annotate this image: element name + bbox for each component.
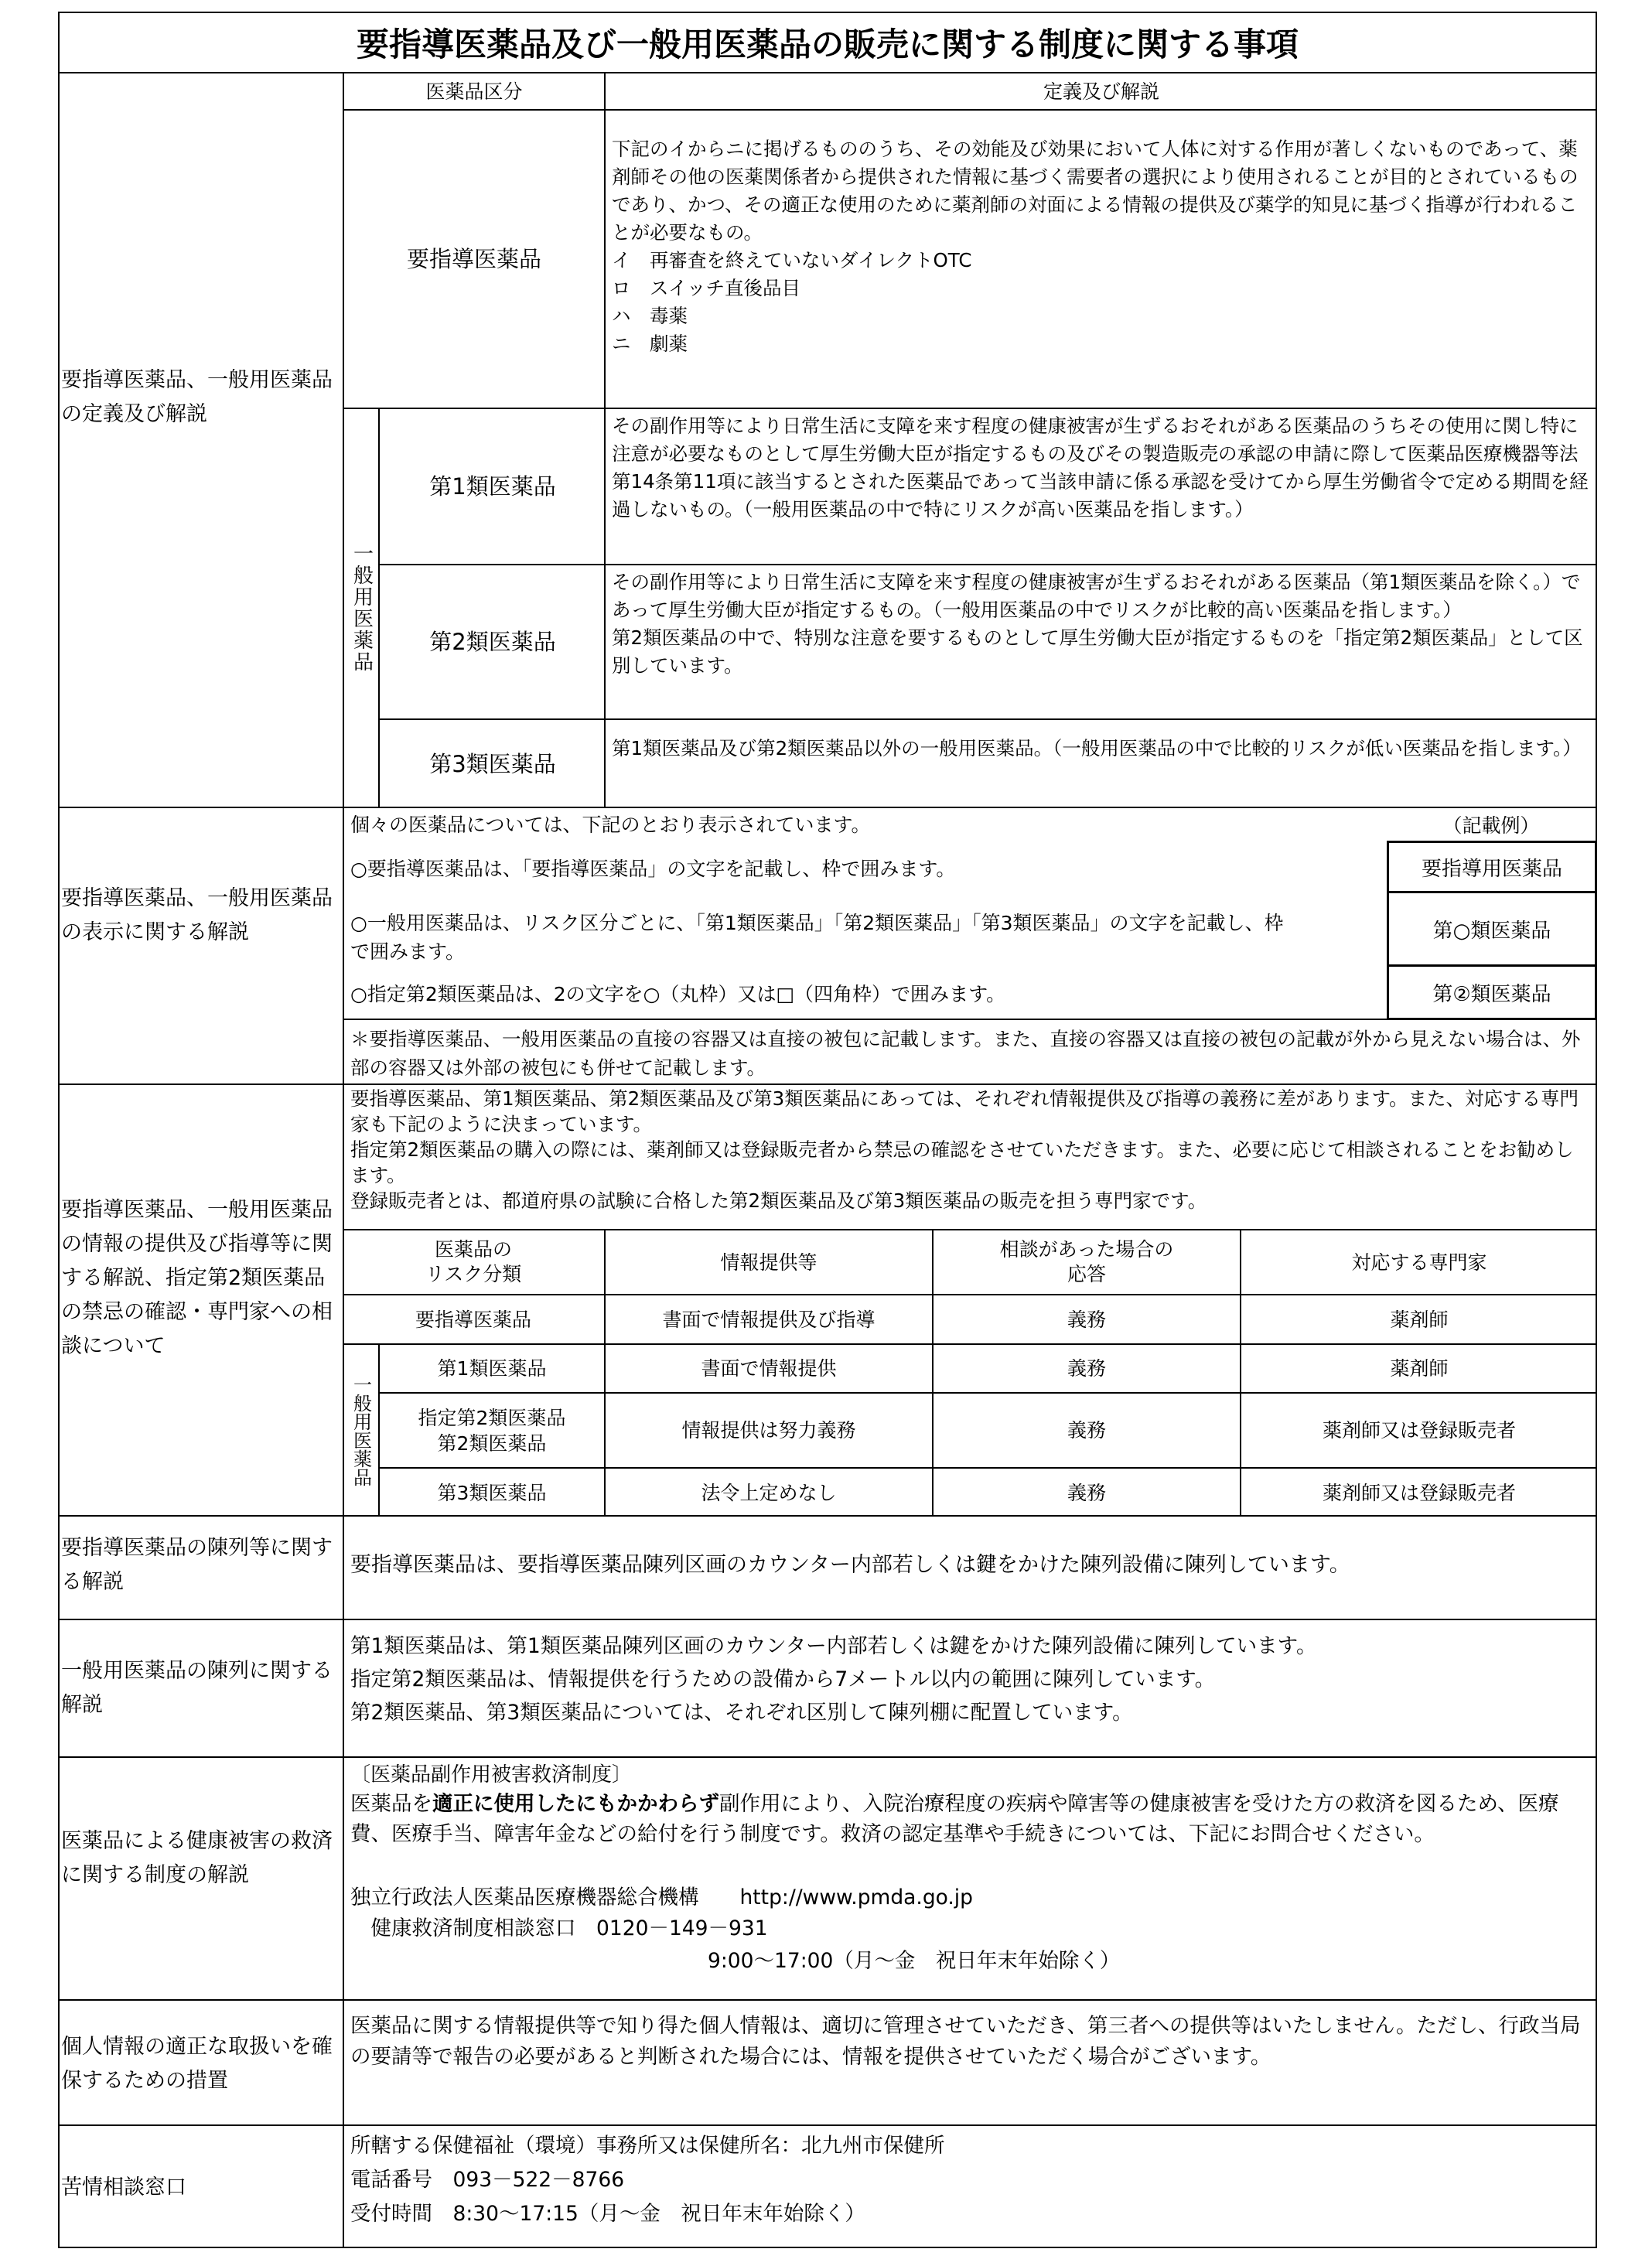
relief-label: 医薬品による健康被害の救済に関する制度の解説 [61, 1829, 333, 1887]
table-cell: 義務 [1067, 1419, 1106, 1442]
table-header: 相談があった場合の 応答 [999, 1238, 1174, 1285]
table-cell: 書面で情報提供 [701, 1357, 837, 1380]
header-definition: 定義及び解説 [1043, 80, 1159, 103]
table-cell: 薬剤師又は登録販売者 [1322, 1419, 1516, 1442]
document-title: 要指導医薬品及び一般用医薬品の販売に関する制度に関する事項 [58, 12, 1597, 73]
table-cell: 義務 [1067, 1481, 1106, 1504]
relief-text-pre: 医薬品を [350, 1792, 432, 1816]
table-header: 医薬品の リスク分類 [425, 1238, 522, 1285]
privacy-text: 医薬品に関する情報提供等で知り得た個人情報は、適切に管理させていただき、第三者への提供等はいたしません。ただし、行政当局の要請等で報告の必要があると判断された場合には、情報を提供させていただく場合がございます。 [350, 2014, 1581, 2069]
table-cell: 指定第2類医薬品 第2類医薬品 [418, 1406, 566, 1455]
table-cell: 法令上定めなし [701, 1481, 837, 1504]
sample-label-required: 要指導用医薬品 [1387, 841, 1597, 893]
sample-label-general: 第○類医薬品 [1387, 891, 1597, 967]
relief-contact: 健康救済制度相談窓口 0120－149－931 [350, 1916, 768, 1940]
complaint-line: 受付時間 8:30～17:15（月～金 祝日年末年始除く） [350, 2202, 865, 2226]
display-general-label: 一般用医薬品の陳列に関する解説 [61, 1659, 333, 1717]
table-header: 情報提供等 [720, 1251, 817, 1274]
display-intro: 個々の医薬品については、下記のとおり表示されています。 [350, 814, 871, 836]
table-cell: 薬剤師 [1390, 1308, 1449, 1331]
table-header: 対応する専門家 [1351, 1251, 1487, 1274]
example-header: （記載例） [1442, 814, 1540, 837]
privacy-label: 個人情報の適正な取扱いを確保するための措置 [61, 2035, 333, 2093]
display-row-label: 要指導医薬品、一般用医薬品の表示に関する解説 [61, 886, 333, 944]
complaint-line: 所轄する保健福祉（環境）事務所又は保健所名：北九州市保健所 [350, 2134, 945, 2158]
table-cell: 書面で情報提供及び指導 [662, 1308, 875, 1331]
table-cell: 第1類医薬品 [437, 1357, 547, 1380]
relief-hours: 9:00～17:00（月～金 祝日年末年始除く） [708, 1949, 1121, 1973]
header-category: 医薬品区分 [425, 80, 523, 103]
table-cell: 薬剤師 [1390, 1357, 1449, 1380]
category-definition: その副作用等により日常生活に支障を来す程度の健康被害が生ずるおそれがある医薬品（第1類医薬品を除く。）であって厚生労働大臣が指定するもの。（一般用医薬品の中でリスクが比較的高い医薬品を指します。） 第2類医薬品の中で、特別な注意を要するものとして厚生労働大臣が指定するものを「指定第2類医薬品」として区別しています。 [612, 571, 1583, 677]
complaint-label: 苦情相談窓口 [61, 2176, 186, 2199]
table-cell: 要指導医薬品 [415, 1308, 531, 1331]
display-general-text: 第1類医薬品は、第1類医薬品陳列区画のカウンター内部若しくは鍵をかけた陳列設備に陳列しています。 指定第2類医薬品は、情報提供を行うための設備から7メートル以内の範囲に陳列しています。 第2類医薬品、第3類医薬品については、それぞれ区別して陳列棚に配置しています。 [350, 1634, 1317, 1725]
general-group-label: 一般用医薬品 [350, 543, 374, 673]
table-cell: 第3類医薬品 [437, 1481, 547, 1504]
display-line: ○一般用医薬品は、リスク区分ごとに、「第1類医薬品」「第2類医薬品」「第3類医薬品」の文字を記載し、枠で囲みます。 [350, 912, 1284, 963]
display-line: ○指定第2類医薬品は、2の文字を○（丸枠）又は□（四角枠）で囲みます。 [350, 983, 1006, 1005]
category-definition: 第1類医薬品及び第2類医薬品以外の一般用医薬品。（一般用医薬品の中で比較的リスクが低い医薬品を指します。） [612, 737, 1582, 759]
complaint-line: 電話番号 093－522－8766 [350, 2168, 625, 2192]
category-name: 第2類医薬品 [429, 628, 556, 655]
category-name: 第3類医薬品 [429, 750, 556, 777]
category-name: 要指導医薬品 [406, 245, 541, 272]
general-group-label: 一般用医薬品 [350, 1375, 372, 1486]
category-name: 第1類医薬品 [429, 473, 556, 500]
sample-label-designated: 第②類医薬品 [1387, 964, 1597, 1020]
category-definition: 下記のイからニに掲げるもののうち、その効能及び効果において人体に対する作用が著しくないものであって、薬剤師その他の医薬関係者から提供された情報に基づく需要者の選択により使用されることが目的とされているものであり、かつ、その適正な使用のために薬剤師の対面による情報の提供及び薬学的知見に基づく指導が行われることが必要なもの。 イ 再審査を終えていないダイレクトOTC ロ スイッチ直後品目 ハ 毒薬 ニ 劇薬 [612, 138, 1579, 355]
display-required-text: 要指導医薬品は、要指導医薬品陳列区画のカウンター内部若しくは鍵をかけた陳列設備に陳列しています。 [350, 1553, 1350, 1577]
table-cell: 情報提供は努力義務 [681, 1419, 856, 1442]
relief-text [350, 1789, 1592, 1849]
table-cell: 薬剤師又は登録販売者 [1322, 1481, 1516, 1504]
info-row-label: 要指導医薬品、一般用医薬品の情報の提供及び指導等に関する解説、指定第2類医薬品の禁忌の確認・専門家への相談について [61, 1198, 333, 1358]
table-cell: 義務 [1067, 1357, 1106, 1380]
document-page [58, 12, 1599, 2254]
display-note: ＊要指導医薬品、一般用医薬品の直接の容器又は直接の被包に記載します。また、直接の容器又は直接の被包の記載が外から見えない場合は、外部の容器又は外部の被包にも併せて記載します。 [350, 1028, 1581, 1079]
definitions-row-label: 要指導医薬品、一般用医薬品の定義及び解説 [61, 368, 333, 426]
display-required-label: 要指導医薬品の陳列等に関する解説 [61, 1536, 333, 1594]
info-text: 要指導医薬品、第1類医薬品、第2類医薬品及び第3類医薬品にあっては、それぞれ情報提供及び指導の義務に差があります。また、対応する専門家も下記のように決まっています。 指定第2類医薬品の購入の際には、薬剤師又は登録販売者から禁忌の確認をさせていただきます。また、必要に応じて相談されることをお勧めします。 登録販売者とは、都道府県の試験に合格した第2類医薬品及び第3類医薬品の販売を担う専門家です。 [350, 1087, 1579, 1212]
table-cell: 義務 [1067, 1308, 1106, 1331]
relief-text-post: 副作用により、入院治療程度の疾病や障害等の健康被害を受けた方の救済を図るため、医療費、医療手当、障害年金などの給付を行う制度です。救済の認定基準や手続きについては、下記にお問合せください。 [350, 1792, 1559, 1846]
relief-text-bold: 適正に使用したにもかかわらず [432, 1792, 719, 1816]
display-line: ○要指導医薬品は、「要指導医薬品」の文字を記載し、枠で囲みます。 [350, 858, 956, 880]
relief-org: 独立行政法人医薬品医療機器総合機構 http://www.pmda.go.jp [350, 1885, 973, 1909]
relief-heading: 〔医薬品副作用被害救済制度〕 [350, 1763, 633, 1787]
category-definition: その副作用等により日常生活に支障を来す程度の健康被害が生ずるおそれがある医薬品のうちその使用に関し特に注意が必要なものとして厚生労働大臣が指定するもの及びその製造販売の承認の申請に際して医薬品医療機器等法第14条第11項に該当するとされた医薬品であって当該申請に係る承認を受けてから厚生労働省令で定める期間を経過しないもの。（一般用医薬品の中で特にリスクが高い医薬品を指します。） [612, 415, 1589, 520]
